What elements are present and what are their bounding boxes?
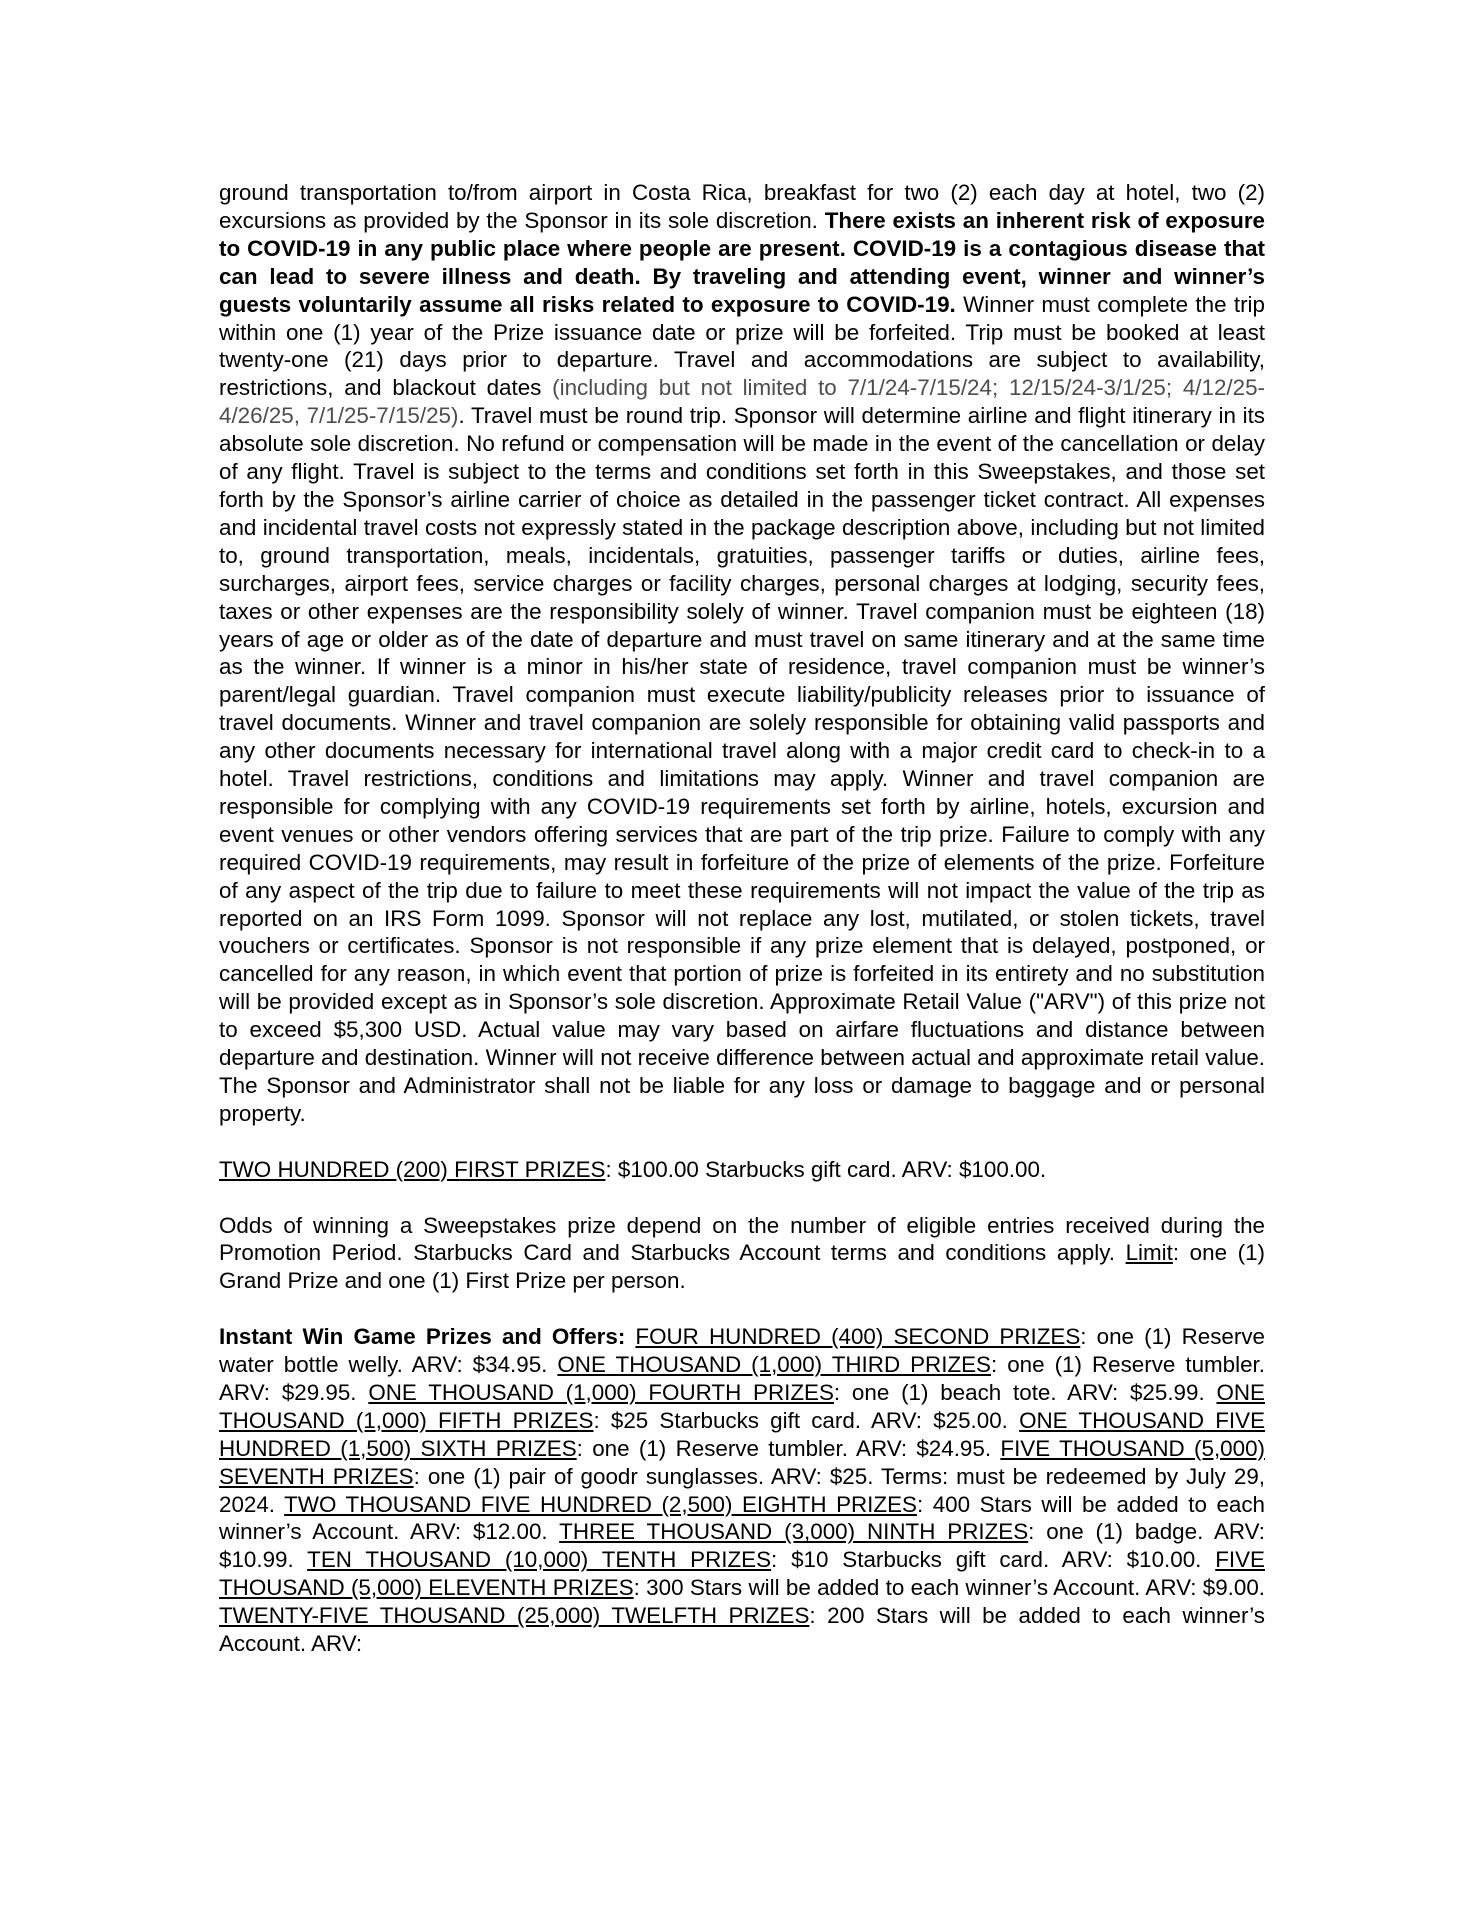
text-run: : $25 Starbucks gift card. ARV: $25.00. [593, 1407, 1020, 1433]
text-run: Limit [1125, 1240, 1173, 1266]
text-run: FIVE THOUSAND (5,000) SEVENTH PRIZES [219, 1435, 1265, 1489]
text-run: FIVE THOUSAND (5,000) ELEVENTH PRIZES [219, 1547, 1265, 1601]
text-run: . Travel must be round trip. Sponsor will determine airline and flight itinerary in its absolute sole discretion. No refund or compensation will be made in the event of the cancellation or delay of any flight. Travel is subject to the terms and conditions set forth in this Sweepstakes, and those set forth by the Sponsor’s airline carrier of choice as detailed in the passenger ticket contract. All expenses and incidental travel costs not expressly stated in the package description above, including but not limited to, ground transportation, meals, incidentals, gratuities, passenger tariffs or duties, airline fees, surcharges, airport fees, service charges or facility charges, personal charges at lodging, security fees, taxes or other expenses are the responsibility solely of winner. Travel companion must be eighteen (18) years of age or older as of the date of departure and must travel on same itinerary and at the same time as the winner. If winner is a minor in his/her state of residence, travel companion must be winner’s parent/legal guardian. Travel companion must execute liability/publicity releases prior to issuance of travel documents. Winner and travel companion are solely responsible for obtaining valid passports and any other documents necessary for international travel along with a major credit card to check-in to a hotel. Travel restrictions, conditions and limitations may apply. Winner and travel companion are responsible for complying with any COVID-19 requirements set forth by airline, hotels, excursion and event venues or other vendors offering services that are part of the trip prize. Failure to comply with any required COVID-19 requirements, may result in forfeiture of the prize of elements of the prize. Forfeiture of any aspect of the trip due to failure to meet these requirements will not impact the value of the trip as reported on an IRS Form 1099. Sponsor will not replace any lost, mutilated, or stolen tickets, travel vouchers or certificates. Sponsor is not responsible if any prize element that is delayed, postponed, or cancelled for any reason, in which event that portion of prize is forfeited in its entirety and no substitution will be provided except as in Sponsor’s sole discretion. Approximate Retail Value ("ARV") of this prize not to exceed $5,300 USD. Actual value may vary based on airfare fluctuations and distance between departure and destination. Winner will not receive difference between actual and approximate retail value. The Sponsor and Administrator shall not be liable for any loss or damage to baggage and or personal property. [219, 403, 1265, 1126]
text-run: THREE THOUSAND (3,000) NINTH PRIZES [559, 1519, 1029, 1545]
text-run: Instant Win Game Prizes and Offers: [219, 1324, 636, 1350]
document-body [219, 179, 1265, 1658]
text-run: : $10 Starbucks gift card. ARV: $10.00. [771, 1547, 1216, 1573]
text-run: : $100.00 Starbucks gift card. ARV: $100.00. [605, 1156, 1047, 1182]
text-run: : one (1) Reserve tumbler. ARV: $24.95. [576, 1435, 1001, 1461]
text-run: ONE THOUSAND (1,000) FIFTH PRIZES [219, 1379, 1265, 1433]
text-run: : one (1) Grand Prize and one (1) First Prize per person. [219, 1240, 1265, 1294]
instant-win-game-prizes-paragraph [219, 1323, 1265, 1658]
text-run: TWO THOUSAND FIVE HUNDRED (2,500) EIGHTH PRIZES [284, 1491, 917, 1517]
text-run: : 400 Stars will be added to each winner’s Account. ARV: $12.00. [219, 1491, 1265, 1545]
text-run: : 300 Stars will be added to each winner’s Account. ARV: $9.00. [633, 1575, 1265, 1601]
text-run: : one (1) Reserve tumbler. ARV: $29.95. [219, 1352, 1265, 1405]
text-run: FOUR HUNDRED (400) SECOND PRIZES [635, 1324, 1081, 1350]
first-prizes-paragraph [219, 1156, 1265, 1184]
text-run: ONE THOUSAND (1,000) THIRD PRIZES [557, 1352, 991, 1378]
text-run: Odds of winning a Sweepstakes prize depend on the number of eligible entries received during the Promotion Period. Starbucks Card and Starbucks Account terms and conditions apply. [219, 1212, 1265, 1266]
text-run: (including but not limited to 7/1/24-7/15/24; 12/15/24-3/1/25; 4/12/25-4/26/25, 7/1/25-7/15/25) [219, 375, 1265, 429]
text-run: TWO HUNDRED (200) FIRST PRIZES [219, 1156, 606, 1182]
text-run: : one (1) pair of goodr sunglasses. ARV: $25. Terms: must be redeemed by July 29, 2024. [219, 1463, 1265, 1517]
text-run: TWENTY-FIVE THOUSAND (25,000) TWELFTH PRIZES [219, 1603, 810, 1629]
text-run: ground transportation to/from airport in Costa Rica, breakfast for two (2) each day at hotel, two (2) excursions as provided by the Sponsor in its sole discretion. [219, 180, 1265, 233]
grand-prize-trip-terms-paragraph [219, 179, 1265, 1128]
text-run: ONE THOUSAND FIVE HUNDRED (1,500) SIXTH PRIZES [219, 1407, 1266, 1461]
odds-of-winning-paragraph [219, 1212, 1265, 1296]
text-run: : one (1) beach tote. ARV: $25.99. [833, 1379, 1217, 1405]
text-run: : 200 Stars will be added to each winner’s Account. ARV: [219, 1603, 1265, 1657]
text-run: : one (1) Reserve water bottle welly. ARV: $34.95. [219, 1324, 1265, 1378]
text-run: : one (1) badge. ARV: $10.99. [219, 1519, 1265, 1573]
text-run: Winner must complete the trip within one (1) year of the Prize issuance date or prize will be forfeited. Trip must be booked at least twenty-one (21) days prior to departure. Travel and accommodations are subject to availability, restrictions, and blackout dates [219, 291, 1265, 401]
text-run: There exists an inherent risk of exposure to COVID-19 in any public place where people are present. COVID-19 is a contagious disease that can lead to severe illness and death. By traveling and attending event, winner and winner’s guests voluntarily assume all risks related to exposure to COVID-19. [219, 207, 1265, 317]
text-run: TEN THOUSAND (10,000) TENTH PRIZES [307, 1547, 772, 1573]
text-run: ONE THOUSAND (1,000) FOURTH PRIZES [368, 1379, 834, 1405]
